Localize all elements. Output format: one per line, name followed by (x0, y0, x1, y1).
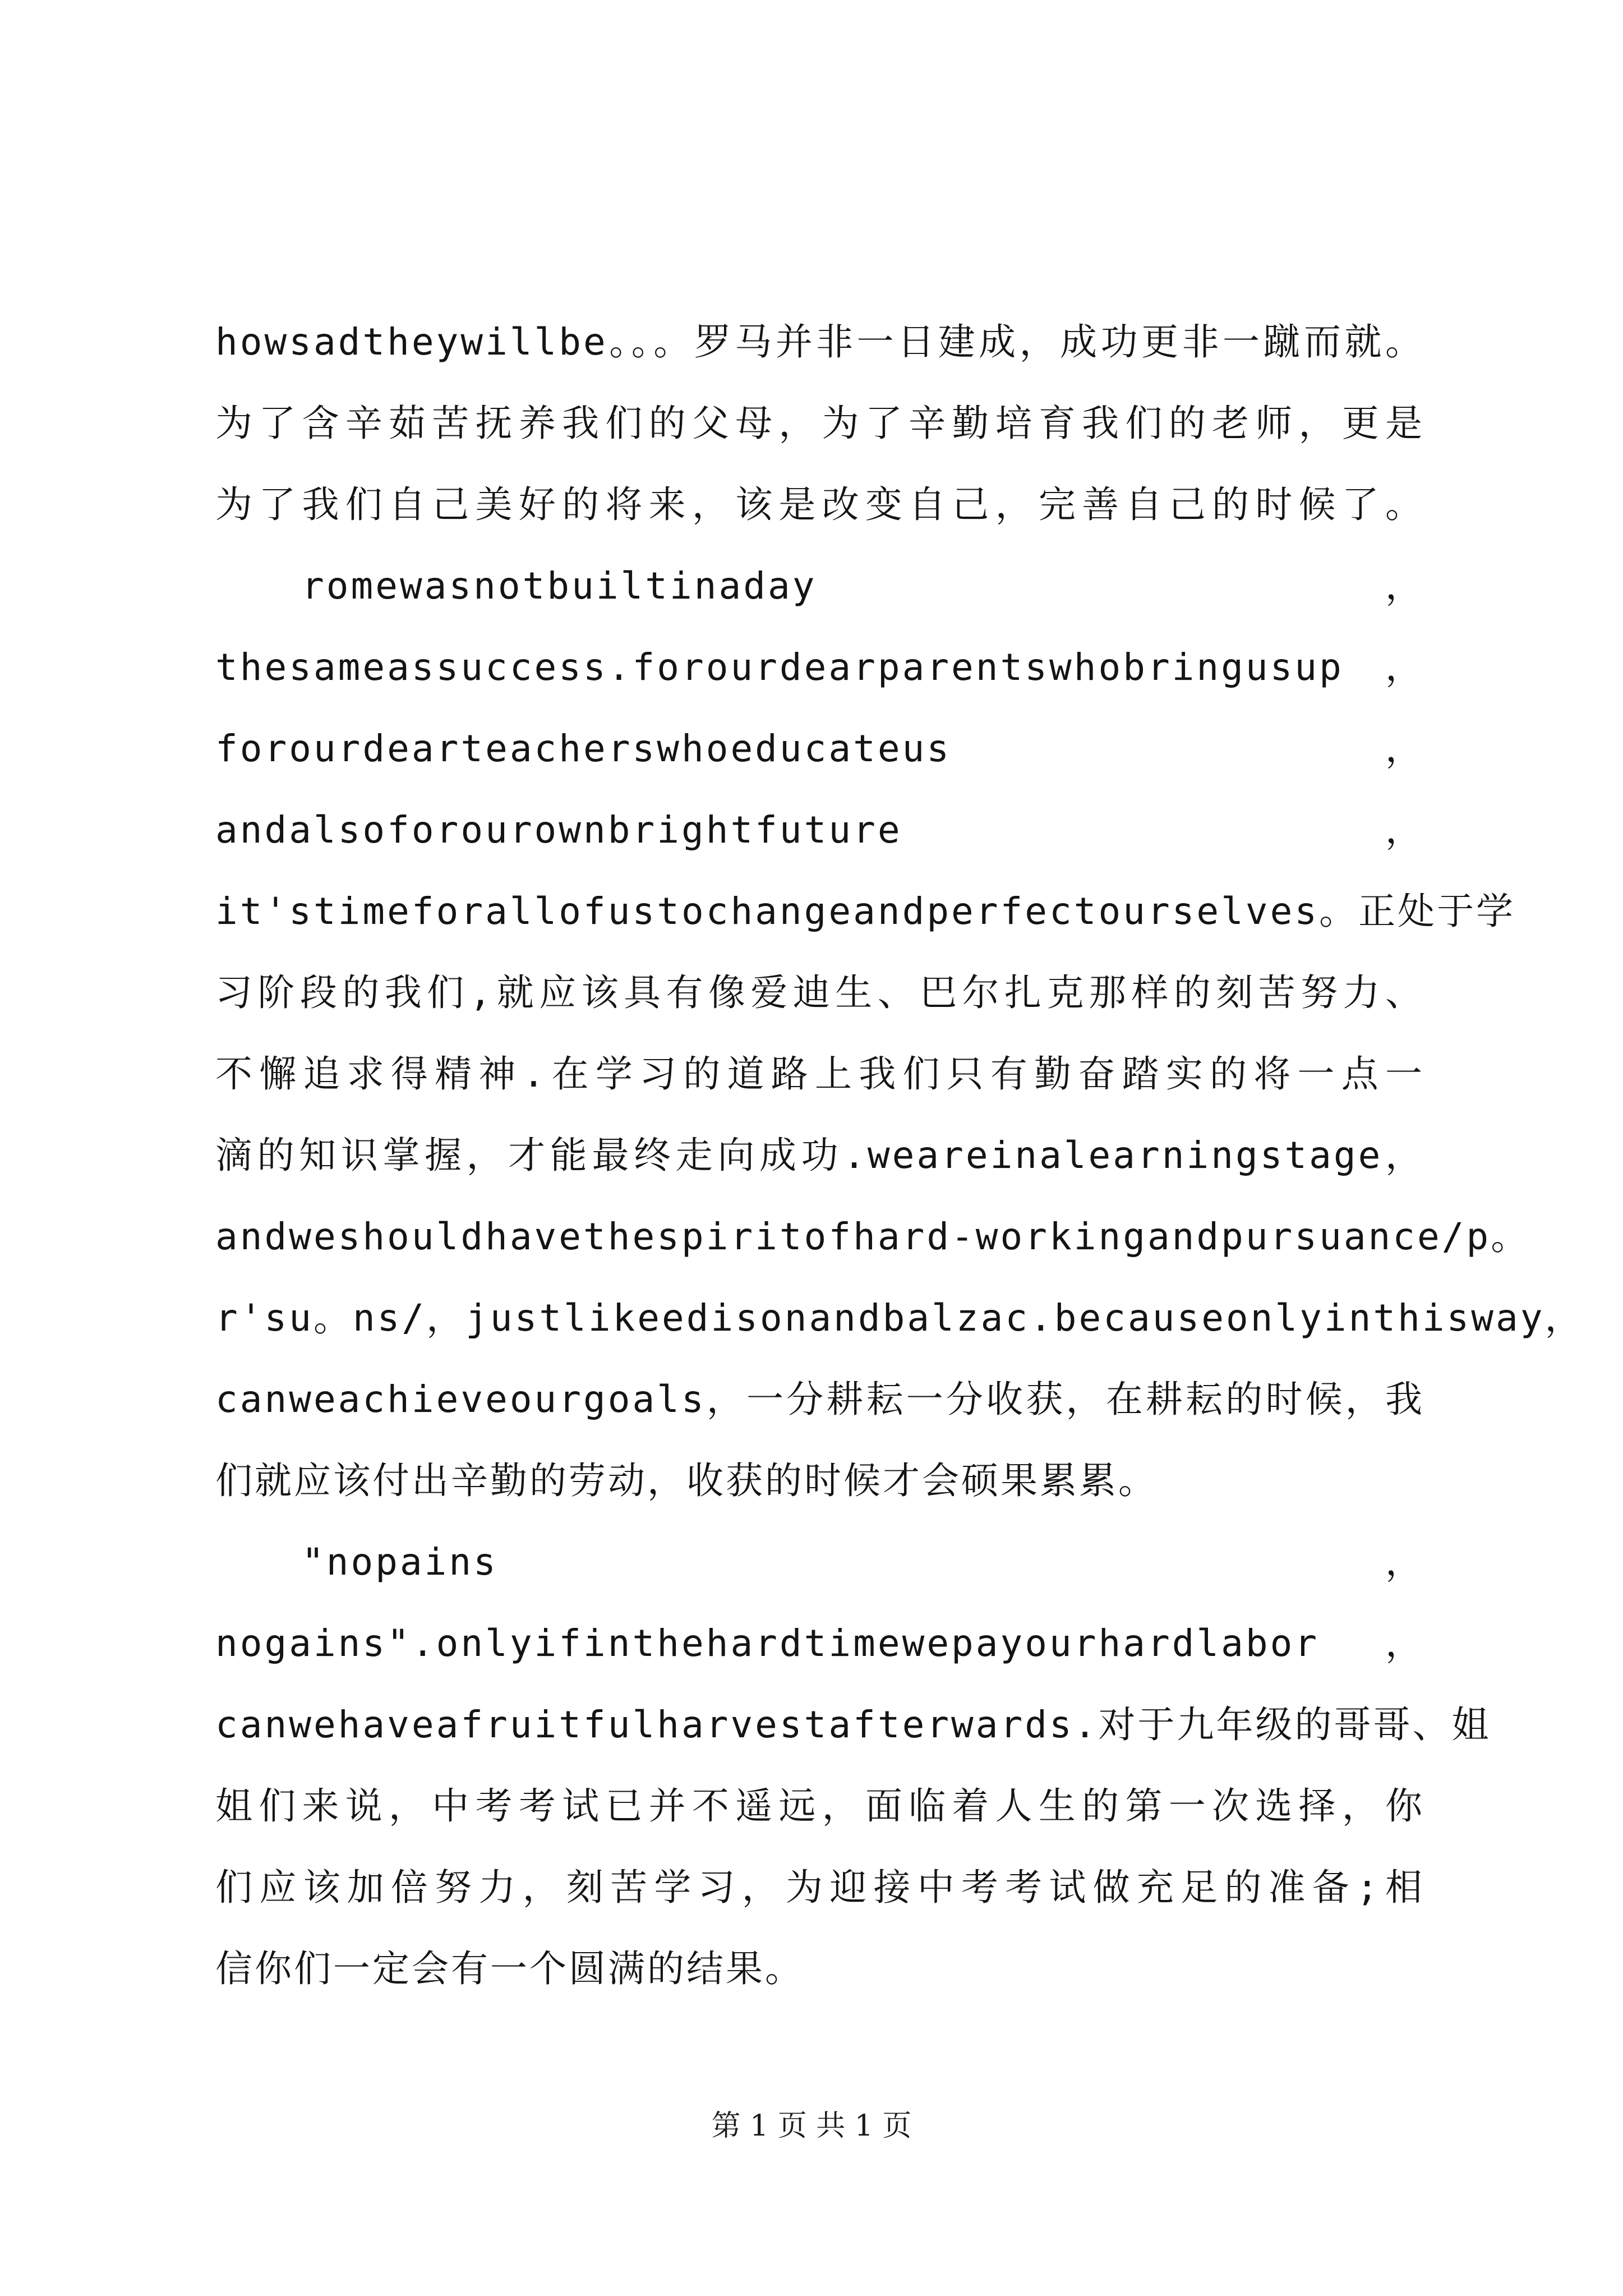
body-line: howsadtheywillbe。。。罗马并非一日建成，成功更非一蹴而就。 (215, 320, 1424, 364)
body-line (302, 555, 1424, 617)
line-text: thesameassuccess.forourdearparentswhobringusup (215, 646, 1344, 689)
page-footer: 第 1 页 共 1 页 (711, 2109, 912, 2143)
line-punct: ， (1385, 1540, 1424, 1584)
line-text: romewasnotbuiltinaday (302, 564, 817, 608)
body-line: 姐们来说，中考考试已并不遥远，面临着人生的第一次选择，你 (215, 1784, 1424, 1828)
line-text: andalsoforourownbrightfuture (215, 808, 902, 852)
body-line (215, 799, 1424, 861)
line-punct: ， (1385, 727, 1424, 770)
body-line: canwehaveafruitfulharvestafterwards.对于九年级的哥哥、姐 (215, 1703, 1491, 1746)
line-punct: 。 (1491, 1215, 1530, 1258)
body-line: r'su。ns/，justlikeedisonandbalzac.becauseonlyinthisway， (215, 1296, 1584, 1340)
body-line (215, 637, 1424, 698)
body-line (215, 1206, 1530, 1268)
line-text: nogains".onlyifinthehardtimewepayourhardlabor (215, 1622, 1320, 1665)
line-text: "nopains (302, 1540, 498, 1584)
body-line (215, 718, 1424, 780)
body-line: it'stimeforallofustochangeandperfectourselves。正处于学 (215, 890, 1516, 933)
line-text: andweshouldhavethespiritofhard-workingandpursuance/p (215, 1215, 1491, 1258)
body-line: 信你们一定会有一个圆满的结果。 (215, 1947, 804, 1990)
body-line: 为了我们自己美好的将来，该是改变自己，完善自己的时候了。 (215, 483, 1424, 526)
line-punct: ， (1385, 808, 1424, 852)
body-line: 滴的知识掌握，才能最终走向成功.weareinalearningstage， (215, 1134, 1424, 1177)
body-line: canweachieveourgoals，一分耕耘一分收获，在耕耘的时候，我 (215, 1378, 1424, 1421)
body-line: 为了含辛茹苦抚养我们的父母，为了辛勤培育我们的老师，更是 (215, 402, 1424, 445)
line-punct: ， (1385, 564, 1424, 608)
line-punct: ， (1385, 1622, 1424, 1665)
body-line: 们就应该付出辛勤的劳动，收获的时候才会硕果累累。 (215, 1459, 1158, 1502)
body-line: 习阶段的我们,就应该具有像爱迪生、巴尔扎克那样的刻苦努力、 (215, 971, 1424, 1014)
body-line (215, 1613, 1424, 1674)
line-punct: ， (1385, 646, 1424, 689)
body-line: 不懈追求得精神.在学习的道路上我们只有勤奋踏实的将一点一 (215, 1052, 1424, 1096)
body-line (302, 1531, 1424, 1593)
line-text: forourdearteacherswhoeducateus (215, 727, 952, 770)
body-line: 们应该加倍努力，刻苦学习，为迎接中考考试做充足的准备;相 (215, 1866, 1424, 1909)
